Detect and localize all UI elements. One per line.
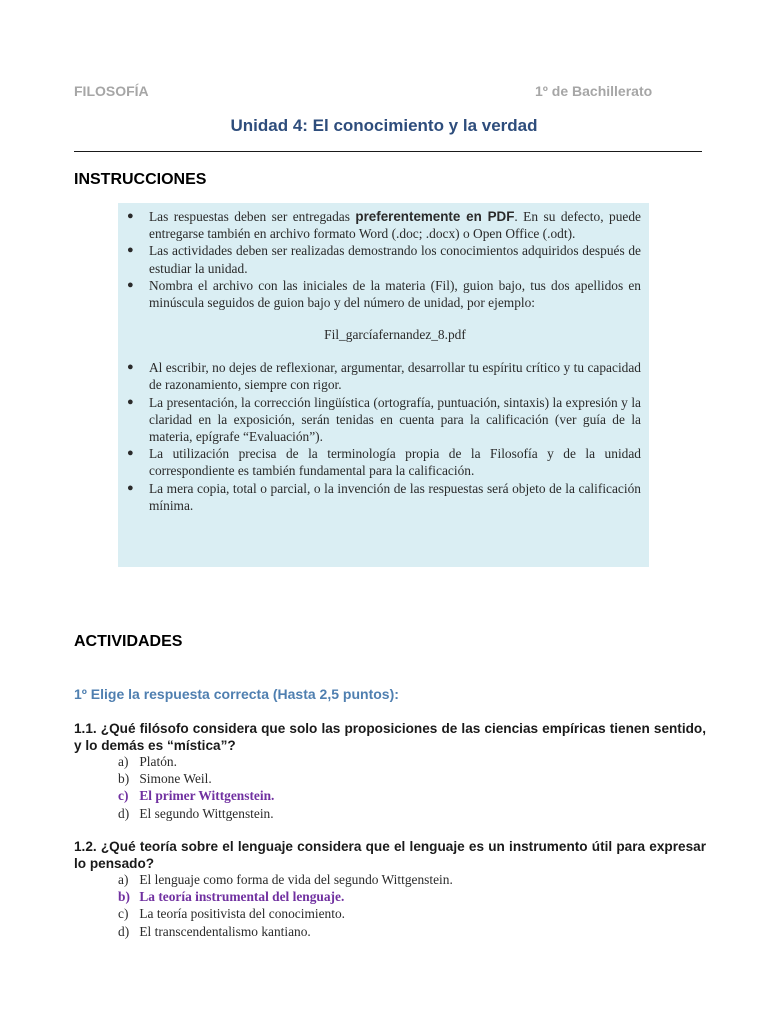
instruction-item bbox=[125, 359, 641, 393]
option-text: Simone Weil. bbox=[139, 771, 212, 787]
option-item bbox=[118, 753, 274, 770]
question-1-1-options bbox=[118, 753, 274, 822]
instructions-list bbox=[125, 208, 641, 311]
option-text: Platón. bbox=[139, 754, 177, 769]
option-item bbox=[118, 805, 274, 822]
unit-title: Unidad 4: El conocimiento y la verdad bbox=[230, 116, 538, 135]
activities-heading: ACTIVIDADES bbox=[74, 633, 183, 650]
instructions-list bbox=[125, 359, 641, 514]
instruction-text: Nombra el archivo con las iniciales de la materia (Fil), guion bajo, tus dos apellidos en minúscula seguidos de guion bajo y del número de unidad, por ejemplo: bbox=[149, 277, 641, 311]
option-item bbox=[118, 770, 274, 787]
question-1-1: 1.1. ¿Qué filósofo considera que solo las proposiciones de las ciencias empíricas tienen sentido, y lo demás es “mística”? bbox=[74, 721, 706, 753]
option-letter: c) bbox=[118, 788, 129, 804]
option-letter: b) bbox=[118, 771, 130, 787]
option-item bbox=[118, 923, 453, 940]
option-text: El segundo Wittgenstein. bbox=[139, 805, 274, 821]
subject-label: FILOSOFÍA bbox=[74, 83, 149, 99]
bullet-icon: ● bbox=[127, 447, 134, 460]
instructions-heading: INSTRUCCIONES bbox=[74, 171, 207, 188]
option-text: La teoría instrumental del lenguaje. bbox=[139, 889, 345, 905]
course-label: 1º de Bachillerato bbox=[535, 83, 653, 99]
bullet-icon: ● bbox=[127, 244, 134, 257]
instruction-text: La utilización precisa de la terminología propia de la Filosofía y de la unidad correspondiente es también fundamental para la calificación. bbox=[149, 446, 641, 479]
option-item-correct bbox=[118, 787, 274, 804]
option-text: El lenguaje como forma de vida del segundo Wittgenstein. bbox=[139, 872, 453, 887]
bullet-icon: ● bbox=[127, 210, 134, 222]
section-heading: 1º Elige la respuesta correcta (Hasta 2,5 puntos): bbox=[74, 686, 399, 702]
option-letter: d) bbox=[118, 923, 130, 939]
instruction-item bbox=[125, 445, 641, 479]
instruction-text: . En su defecto, puede entregarse también en archivo formato Word (.doc; .docx) o Open Office (.odt). bbox=[149, 209, 641, 242]
option-item bbox=[118, 905, 453, 922]
option-letter: c) bbox=[118, 906, 129, 922]
instruction-item bbox=[125, 394, 641, 446]
example-filename: Fil_garcíafernandez_8.pdf bbox=[324, 327, 466, 343]
option-text: El primer Wittgenstein. bbox=[139, 788, 275, 804]
option-text: El transcendentalismo kantiano. bbox=[139, 923, 311, 939]
option-text: La teoría positivista del conocimiento. bbox=[139, 906, 345, 922]
instruction-item bbox=[125, 208, 641, 242]
instruction-text: La presentación, la corrección lingüística (ortografía, puntuación, sintaxis) la expresión y la claridad en la exposición, serán tenidas en cuenta para la calificación (ver guía de la materia, epígrafe “Evaluación”). bbox=[149, 394, 641, 445]
instruction-item bbox=[125, 277, 641, 311]
option-item bbox=[118, 871, 453, 888]
bullet-icon: ● bbox=[127, 278, 134, 291]
instruction-item bbox=[125, 480, 641, 514]
instruction-emphasis: preferentemente en PDF bbox=[355, 209, 515, 224]
option-letter: a) bbox=[118, 754, 129, 769]
option-item-correct bbox=[118, 888, 453, 905]
option-letter: d) bbox=[118, 805, 130, 821]
instruction-text: La mera copia, total o parcial, o la invención de las respuestas será objeto de la calificación mínima. bbox=[149, 480, 641, 513]
instruction-item bbox=[125, 242, 641, 276]
instructions-box bbox=[118, 203, 649, 567]
instruction-text: Las actividades deben ser realizadas demostrando los conocimientos adquiridos después de estudiar la unidad. bbox=[149, 243, 641, 276]
question-1-2-options bbox=[118, 871, 453, 940]
bullet-icon: ● bbox=[127, 361, 134, 374]
bullet-icon: ● bbox=[127, 395, 134, 408]
header-divider bbox=[74, 151, 702, 152]
question-1-2: 1.2. ¿Qué teoría sobre el lenguaje considera que el lenguaje es un instrumento útil para expresar lo pensado? bbox=[74, 839, 706, 871]
option-letter: b) bbox=[118, 889, 130, 905]
bullet-icon: ● bbox=[127, 481, 134, 494]
instruction-text: Las respuestas deben ser entregadas bbox=[149, 209, 356, 224]
option-letter: a) bbox=[118, 872, 129, 887]
instruction-text: Al escribir, no dejes de reflexionar, argumentar, desarrollar tu espíritu crítico y tu capacidad de razonamiento, siempre con rigor. bbox=[149, 360, 641, 393]
